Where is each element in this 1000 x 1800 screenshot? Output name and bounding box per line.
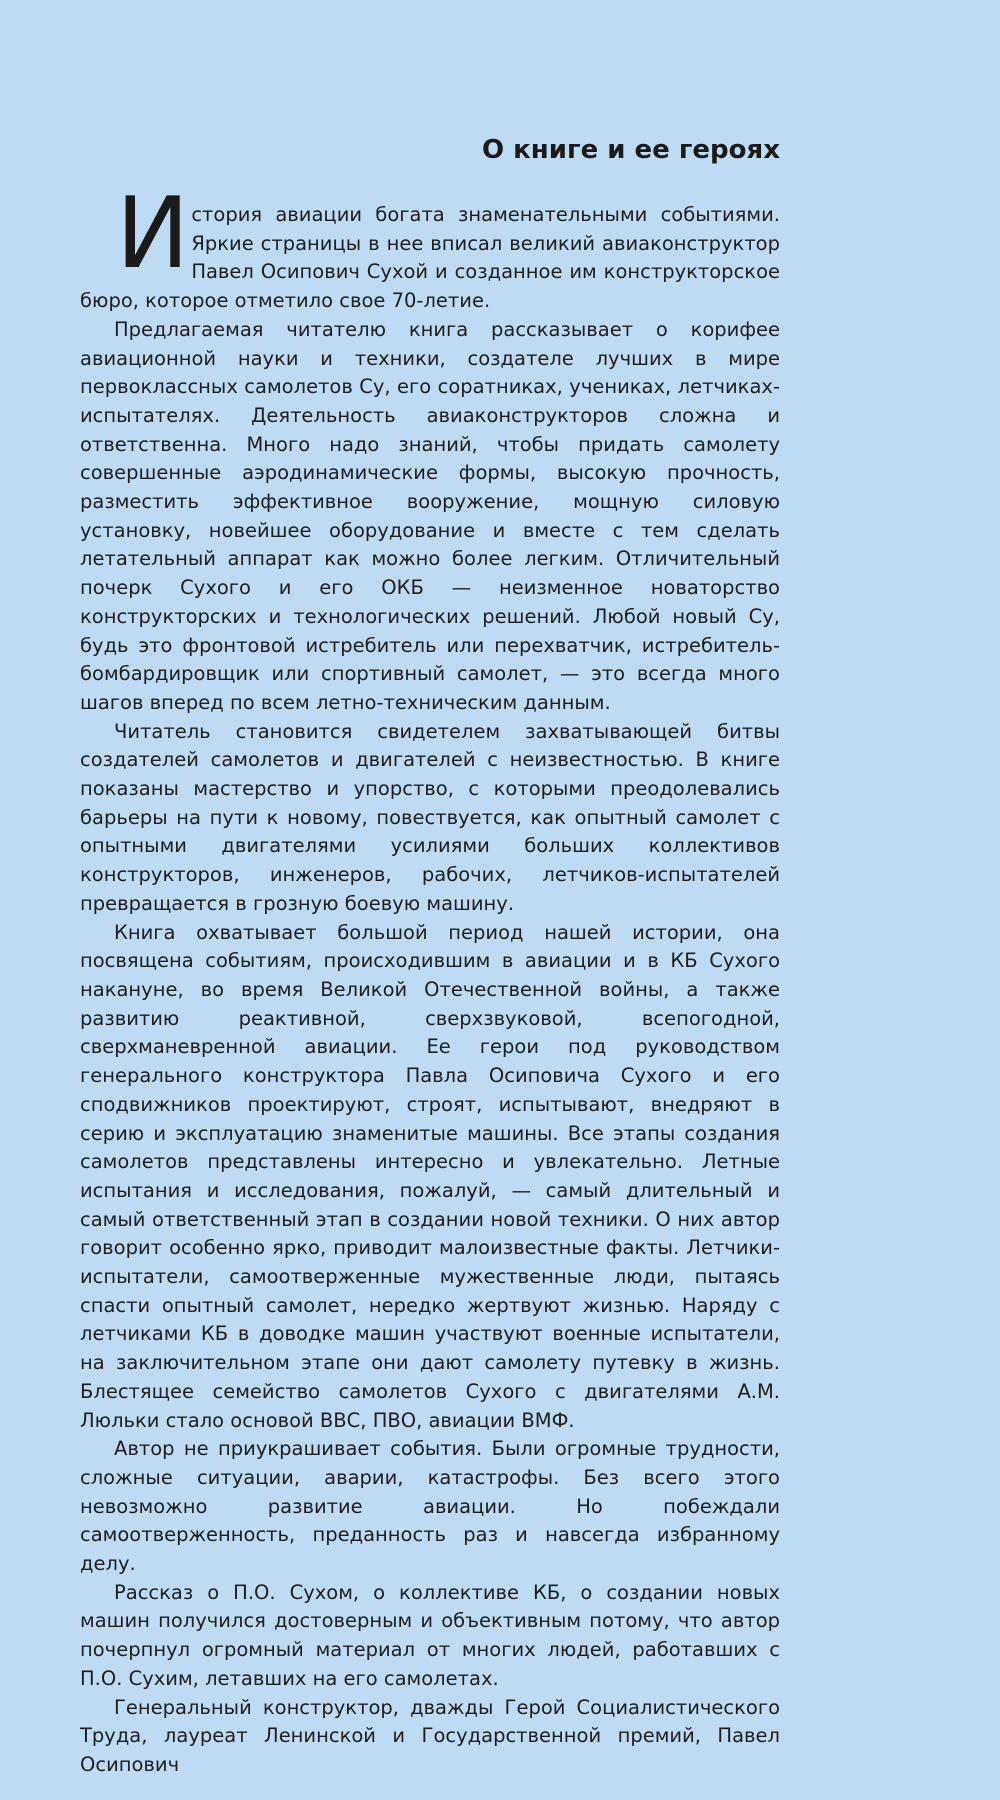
paragraph-1-text: стория авиации богата знаменательными событиями. Яркие страницы в нее вписал великий авиаконструктор Павел Осипович Сухой и созданное им конструкторское бюро, которое отметило свое 70-летие. [80,203,780,313]
page-content [80,128,780,1780]
paragraph-6: Рассказ о П.О. Сухом, о коллективе КБ, о создании новых машин получился достоверным и объективным потому, что автор почерпнул огромный материал от многих людей, работавших с П.О. Сухим, летавших на его самолетах. [80,1580,780,1690]
paragraph-3: Читатель становится свидетелем захватывающей битвы создателей самолетов и двигателей с неизвестностью. В книге показаны мастерство и упорство, с которыми преодолевались барьеры на пути к новому, повествуется, как опытный самолет с опытными двигателями усилиями больших коллективов конструкторов, инженеров, рабочих, летчиков-испытателей превращается в грозную боевую машину. [80,719,780,915]
paragraph-1 [80,172,780,316]
body-text [80,172,780,1780]
paragraph-7: Генеральный конструктор, дважды Герой Социалистического Труда, лауреат Ленинской и Государственной премий, Павел Осипович [80,1695,780,1776]
paragraph-5: Автор не приукрашивает события. Были огромные трудности, сложные ситуации, аварии, катастрофы. Без всего этого невозможно развитие авиации. Но побеждали самоотверженность, преданность раз и навсегда избранному делу. [80,1437,780,1576]
page-title: О книге и ее героях [482,135,780,165]
dropcap-letter: И [116,177,190,291]
paragraph-4: Книга охватывает большой период нашей истории, она посвящена событиям, происходившим в авиации и в КБ Сухого накануне, во время Великой Отечественной войны, а также развитию реактивной, сверхзвуковой, всепогодной, сверхманевренной авиации. Ее герои под руководством генерального конструктора Павла Осиповича Сухого и его сподвижников проектируют, строят, испытывают, внедряют в серию и эксплуатацию знаменитые машины. Все этапы создания самолетов представлены интересно и увлекательно. Летные испытания и исследования, пожалуй, — самый длительный и самый ответственный этап в создании новой техники. О них автор говорит особенно ярко, приводит малоизвестные факты. Летчики-испытатели, самоотверженные мужественные люди, пытаясь спасти опытный самолет, нередко жертвуют жизнью. Наряду с летчиками КБ в доводке машин участвуют военные испытатели, на заключительном этапе они дают самолету путевку в жизнь. Блестящее семейство самолетов Сухого с двигателями А.М. Люльки стало основой ВВС, ПВО, авиации ВМФ. [80,920,780,1432]
paragraph-2: Предлагаемая читателю книга рассказывает о корифее авиационной науки и техники, создателе лучших в мире первоклассных самолетов Су, его соратниках, учениках, летчиках-испытателях. Деятельность авиаконструкторов сложна и ответственна. Много надо знаний, чтобы придать самолету совершенные аэродинамические формы, высокую прочность, разместить эффективное вооружение, мощную силовую установку, новейшее оборудование и вместе с тем сделать летательный аппарат как можно более легким. Отличительный почерк Сухого и его ОКБ — неизменное новаторство конструкторских и технологических решений. Любой новый Су, будь это фронтовой истребитель или перехватчик, истребитель-бомбардировщик или спортивный самолет, — это всегда много шагов вперед по всем летно-техническим данным. [80,317,780,714]
